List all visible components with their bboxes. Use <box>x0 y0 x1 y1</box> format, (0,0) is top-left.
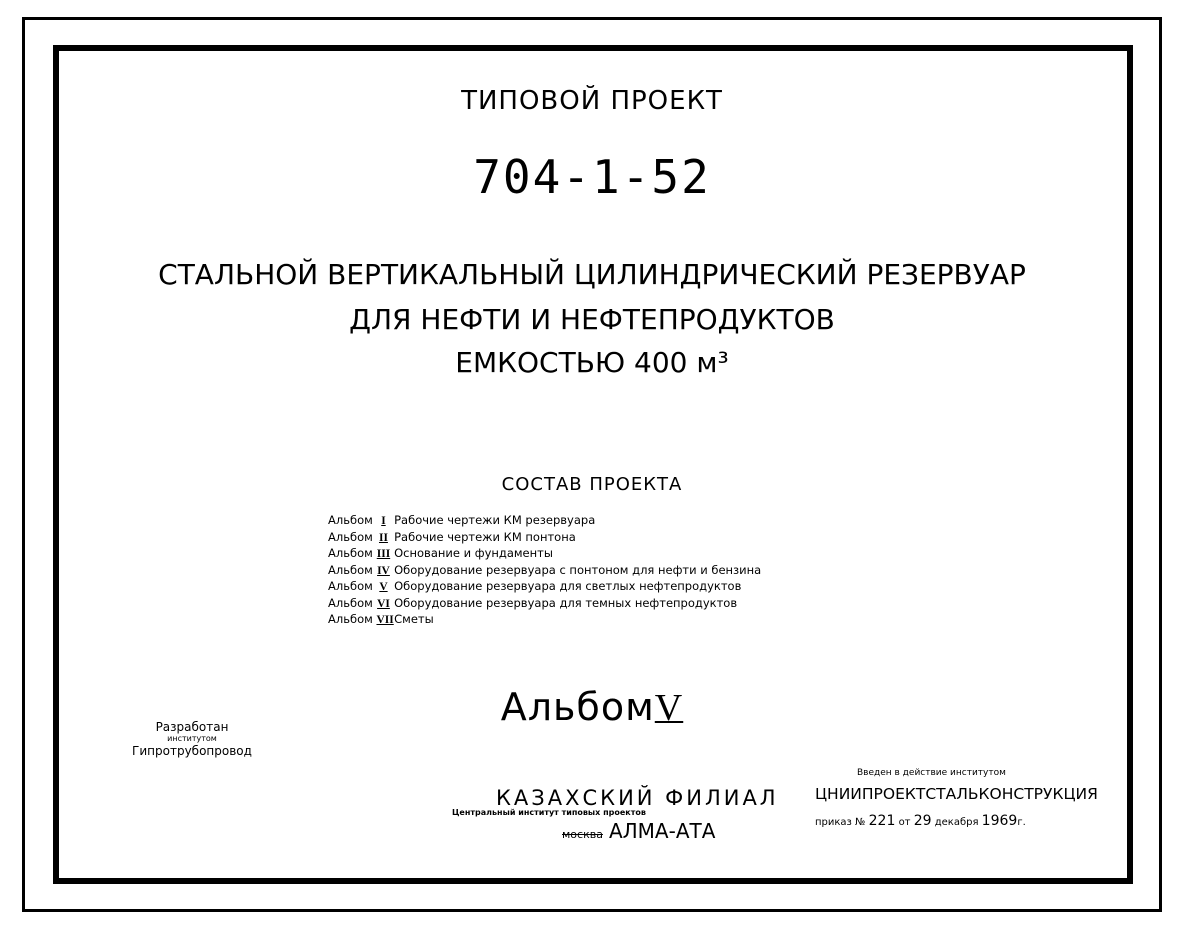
developer-block <box>102 720 282 758</box>
list-item <box>328 546 761 563</box>
project-title-line1: СТАЛЬНОЙ ВЕРТИКАЛЬНЫЙ ЦИЛИНДРИЧЕСКИЙ РЕЗЕРВУАР <box>158 258 1026 291</box>
order-number: 221 <box>868 813 896 829</box>
album-label: Альбом <box>328 546 373 560</box>
branch-institute: Центральный институт типовых проектов <box>452 808 646 817</box>
introduction-institute: ЦНИИПРОЕКТСТАЛЬКОНСТРУКЦИЯ <box>815 785 1098 803</box>
developer-line2: институтом <box>167 734 217 743</box>
album-label: Альбом <box>328 612 373 626</box>
album-label: Альбом <box>328 579 373 593</box>
album-volume: III <box>376 548 391 560</box>
developer-line1: Разработан <box>155 720 229 734</box>
album-label: Альбом <box>328 513 373 527</box>
album-volume: VII <box>376 614 394 626</box>
branch-city: АЛМА-АТА <box>608 819 716 843</box>
album-volume: V <box>379 581 388 593</box>
contents-heading: СОСТАВ ПРОЕКТА <box>501 474 683 495</box>
order-line <box>815 813 1095 829</box>
branch-city-line <box>452 819 787 843</box>
developer-line3: Гипротрубопровод <box>132 744 252 758</box>
album-description: Оборудование резервуара для светлых нефтепродуктов <box>394 579 742 593</box>
order-year-suffix: г. <box>1017 817 1026 828</box>
introduction-block <box>815 768 1098 829</box>
list-item <box>328 612 761 629</box>
album-volume: I <box>381 515 386 527</box>
order-day: 29 <box>913 813 932 829</box>
album-label: Альбом <box>328 562 373 577</box>
order-prefix: приказ № <box>815 817 866 828</box>
order-year: 1969 <box>981 813 1018 829</box>
list-item <box>328 579 761 596</box>
old-city: москва <box>562 828 603 841</box>
list-item <box>328 596 761 613</box>
list-item <box>328 530 761 547</box>
album-description: Оборудование резервуара с понтоном для нефти и бензина <box>394 562 762 577</box>
album-volume: II <box>378 531 388 544</box>
album-description: Основание и фундаменты <box>394 546 553 560</box>
project-number: 704-1-52 <box>473 150 711 204</box>
project-series: ТИПОВОЙ ПРОЕКТ <box>461 86 723 116</box>
branch-name: КАЗАХСКИЙ ФИЛИАЛ <box>496 786 779 810</box>
album-volume: VI <box>377 597 390 610</box>
album-description: Оборудование резервуара для темных нефтепродуктов <box>394 595 738 610</box>
order-month: декабря <box>934 817 979 828</box>
list-item <box>328 513 761 530</box>
album-label: Альбом <box>328 529 373 544</box>
album-title-label: Альбом <box>500 685 655 729</box>
album-volume: IV <box>377 564 390 577</box>
album-list <box>328 513 761 629</box>
project-title-line2: ДЛЯ НЕФТИ И НЕФТЕПРОДУКТОВ <box>349 303 835 336</box>
introduction-line1: Введен в действие институтом <box>857 768 1006 778</box>
branch-block <box>452 786 787 843</box>
album-title-number: V <box>654 687 684 729</box>
album-description: Рабочие чертежи КМ понтона <box>394 529 576 544</box>
album-description: Сметы <box>394 612 434 626</box>
album-description: Рабочие чертежи КМ резервуара <box>394 513 596 527</box>
album-label: Альбом <box>328 595 373 610</box>
order-from: от <box>898 817 911 828</box>
list-item <box>328 563 761 580</box>
project-title-line3: ЕМКОСТЬЮ 400 м³ <box>455 346 729 379</box>
